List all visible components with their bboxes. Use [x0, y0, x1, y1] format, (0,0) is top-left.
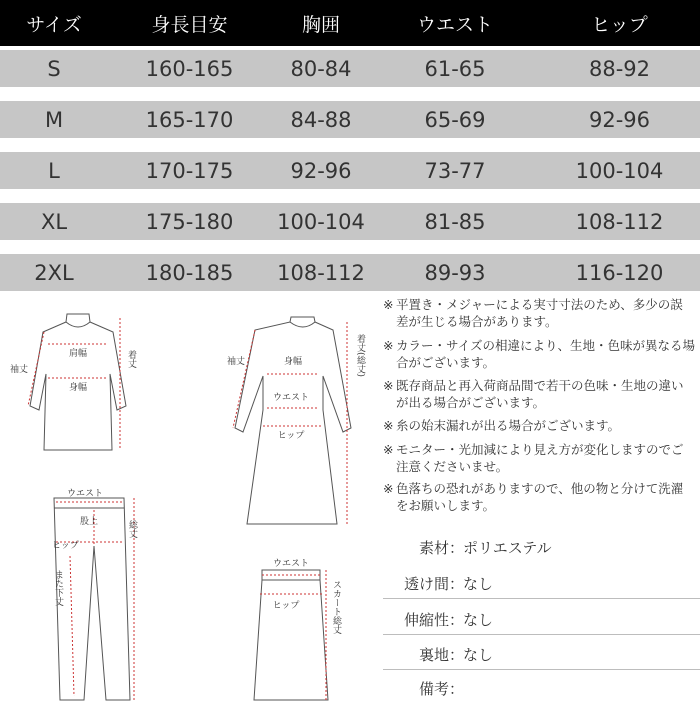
cell-chest: 84-88 [290, 107, 352, 132]
spec-key: 伸縮性 [403, 611, 449, 629]
cell-hip: 116-120 [575, 260, 664, 285]
note-item [383, 417, 695, 434]
note-text: カラー・サイズの相違により、生地・色味が異なる場合がございます。 [396, 338, 695, 370]
spec-row-material [383, 531, 700, 563]
header-hip: ヒップ [591, 13, 648, 36]
cell-size: S [47, 56, 61, 81]
spec-value: なし [463, 646, 494, 664]
note-marker: ※ [383, 418, 394, 433]
cell-waist: 73-77 [424, 158, 486, 183]
cell-hip: 108-112 [575, 209, 664, 234]
cell-height: 165-170 [145, 107, 234, 132]
skirt-diagram [236, 556, 366, 700]
label-hip: ヒップ [272, 601, 300, 611]
table-row [0, 203, 700, 240]
note-item [383, 377, 695, 411]
cell-height: 180-185 [145, 260, 234, 285]
cell-hip: 92-96 [588, 107, 651, 132]
note-marker: ※ [383, 378, 394, 393]
spec-key: 素材 [418, 539, 449, 557]
label-body-width: 身幅 [68, 383, 88, 393]
label-length: 着丈(総丈) [355, 334, 365, 378]
cell-height: 160-165 [145, 56, 234, 81]
label-shoulder: 肩幅 [68, 349, 88, 359]
spec-key: 備考 [418, 680, 449, 698]
cell-chest: 80-84 [290, 56, 352, 81]
spec-colon: ： [449, 680, 465, 698]
spec-colon: ： [449, 575, 465, 593]
cell-chest: 100-104 [277, 209, 365, 234]
table-row [0, 101, 700, 138]
note-item [383, 480, 695, 514]
spec-row-lining [383, 638, 700, 670]
cell-size: L [48, 158, 60, 183]
note-item [383, 296, 695, 330]
label-hip: ヒップ [277, 431, 305, 441]
cell-size: 2XL [34, 260, 74, 285]
label-length: スカート総丈 [331, 580, 341, 634]
spec-colon: ： [449, 611, 465, 629]
spec-value: なし [463, 611, 494, 629]
spec-key: 裏地 [418, 646, 449, 664]
header-waist: ウエスト [416, 13, 493, 36]
spec-row-transparency [383, 567, 700, 599]
spec-row-remarks [383, 672, 700, 704]
cell-waist: 65-69 [424, 107, 486, 132]
label-length: 総丈 [127, 520, 137, 538]
cell-chest: 92-96 [290, 158, 352, 183]
cell-size: M [44, 107, 64, 132]
table-row [0, 254, 700, 291]
spec-colon: ： [449, 539, 465, 557]
cell-waist: 61-65 [424, 56, 486, 81]
note-item [383, 441, 695, 475]
note-marker: ※ [383, 297, 394, 312]
cell-height: 170-175 [145, 158, 234, 183]
table-header [0, 0, 700, 46]
cell-waist: 89-93 [424, 260, 486, 285]
cell-hip: 88-92 [588, 56, 651, 81]
label-rise: 股上 [80, 517, 99, 527]
cell-hip: 100-104 [575, 158, 664, 183]
table-row [0, 152, 700, 189]
pants-diagram [30, 486, 180, 700]
label-waist: ウエスト [66, 489, 104, 499]
dress-diagram [215, 316, 385, 530]
label-body-width: 身幅 [283, 357, 303, 367]
cell-size: XL [40, 209, 68, 234]
note-text: 既存商品と再入荷商品間で若干の色味・生地の違いが出る場合がございます。 [396, 378, 684, 410]
spec-row-stretch [383, 603, 700, 635]
label-inseam: また下丈 [53, 570, 63, 606]
label-length: 着丈 [126, 350, 136, 368]
spec-key: 透け間 [403, 575, 449, 593]
header-chest: 胸囲 [301, 13, 340, 36]
note-text: 糸の始末漏れが出る場合がございます。 [396, 418, 621, 433]
cell-chest: 108-112 [277, 260, 365, 285]
note-marker: ※ [383, 338, 394, 353]
header-size: サイズ [26, 13, 82, 36]
cell-height: 175-180 [145, 209, 234, 234]
note-text: 平置き・メジャーによる実寸寸法のため、多少の誤差が生じる場合があります。 [396, 297, 683, 329]
label-sleeve: 袖丈 [10, 365, 29, 375]
label-waist: ウエスト [272, 393, 310, 403]
note-marker: ※ [383, 481, 394, 496]
note-text: モニター・光加減により見え方が変化しますのでご注意くださいませ。 [396, 442, 684, 474]
spec-colon: ： [449, 646, 465, 664]
note-text: 色落ちの恐れがありますので、他の物と分けて洗濯をお願いします。 [396, 481, 684, 513]
note-item [383, 337, 695, 371]
spec-value: なし [463, 575, 494, 593]
table-row [0, 50, 700, 87]
cell-waist: 81-85 [424, 209, 486, 234]
spec-value: ポリエステル [463, 539, 552, 557]
note-marker: ※ [383, 442, 394, 457]
label-hip: ヒップ [52, 541, 79, 551]
label-sleeve: 袖丈 [227, 357, 246, 367]
label-waist: ウエスト [272, 559, 310, 569]
top-diagram [0, 310, 160, 460]
header-height: 身長目安 [151, 13, 228, 36]
